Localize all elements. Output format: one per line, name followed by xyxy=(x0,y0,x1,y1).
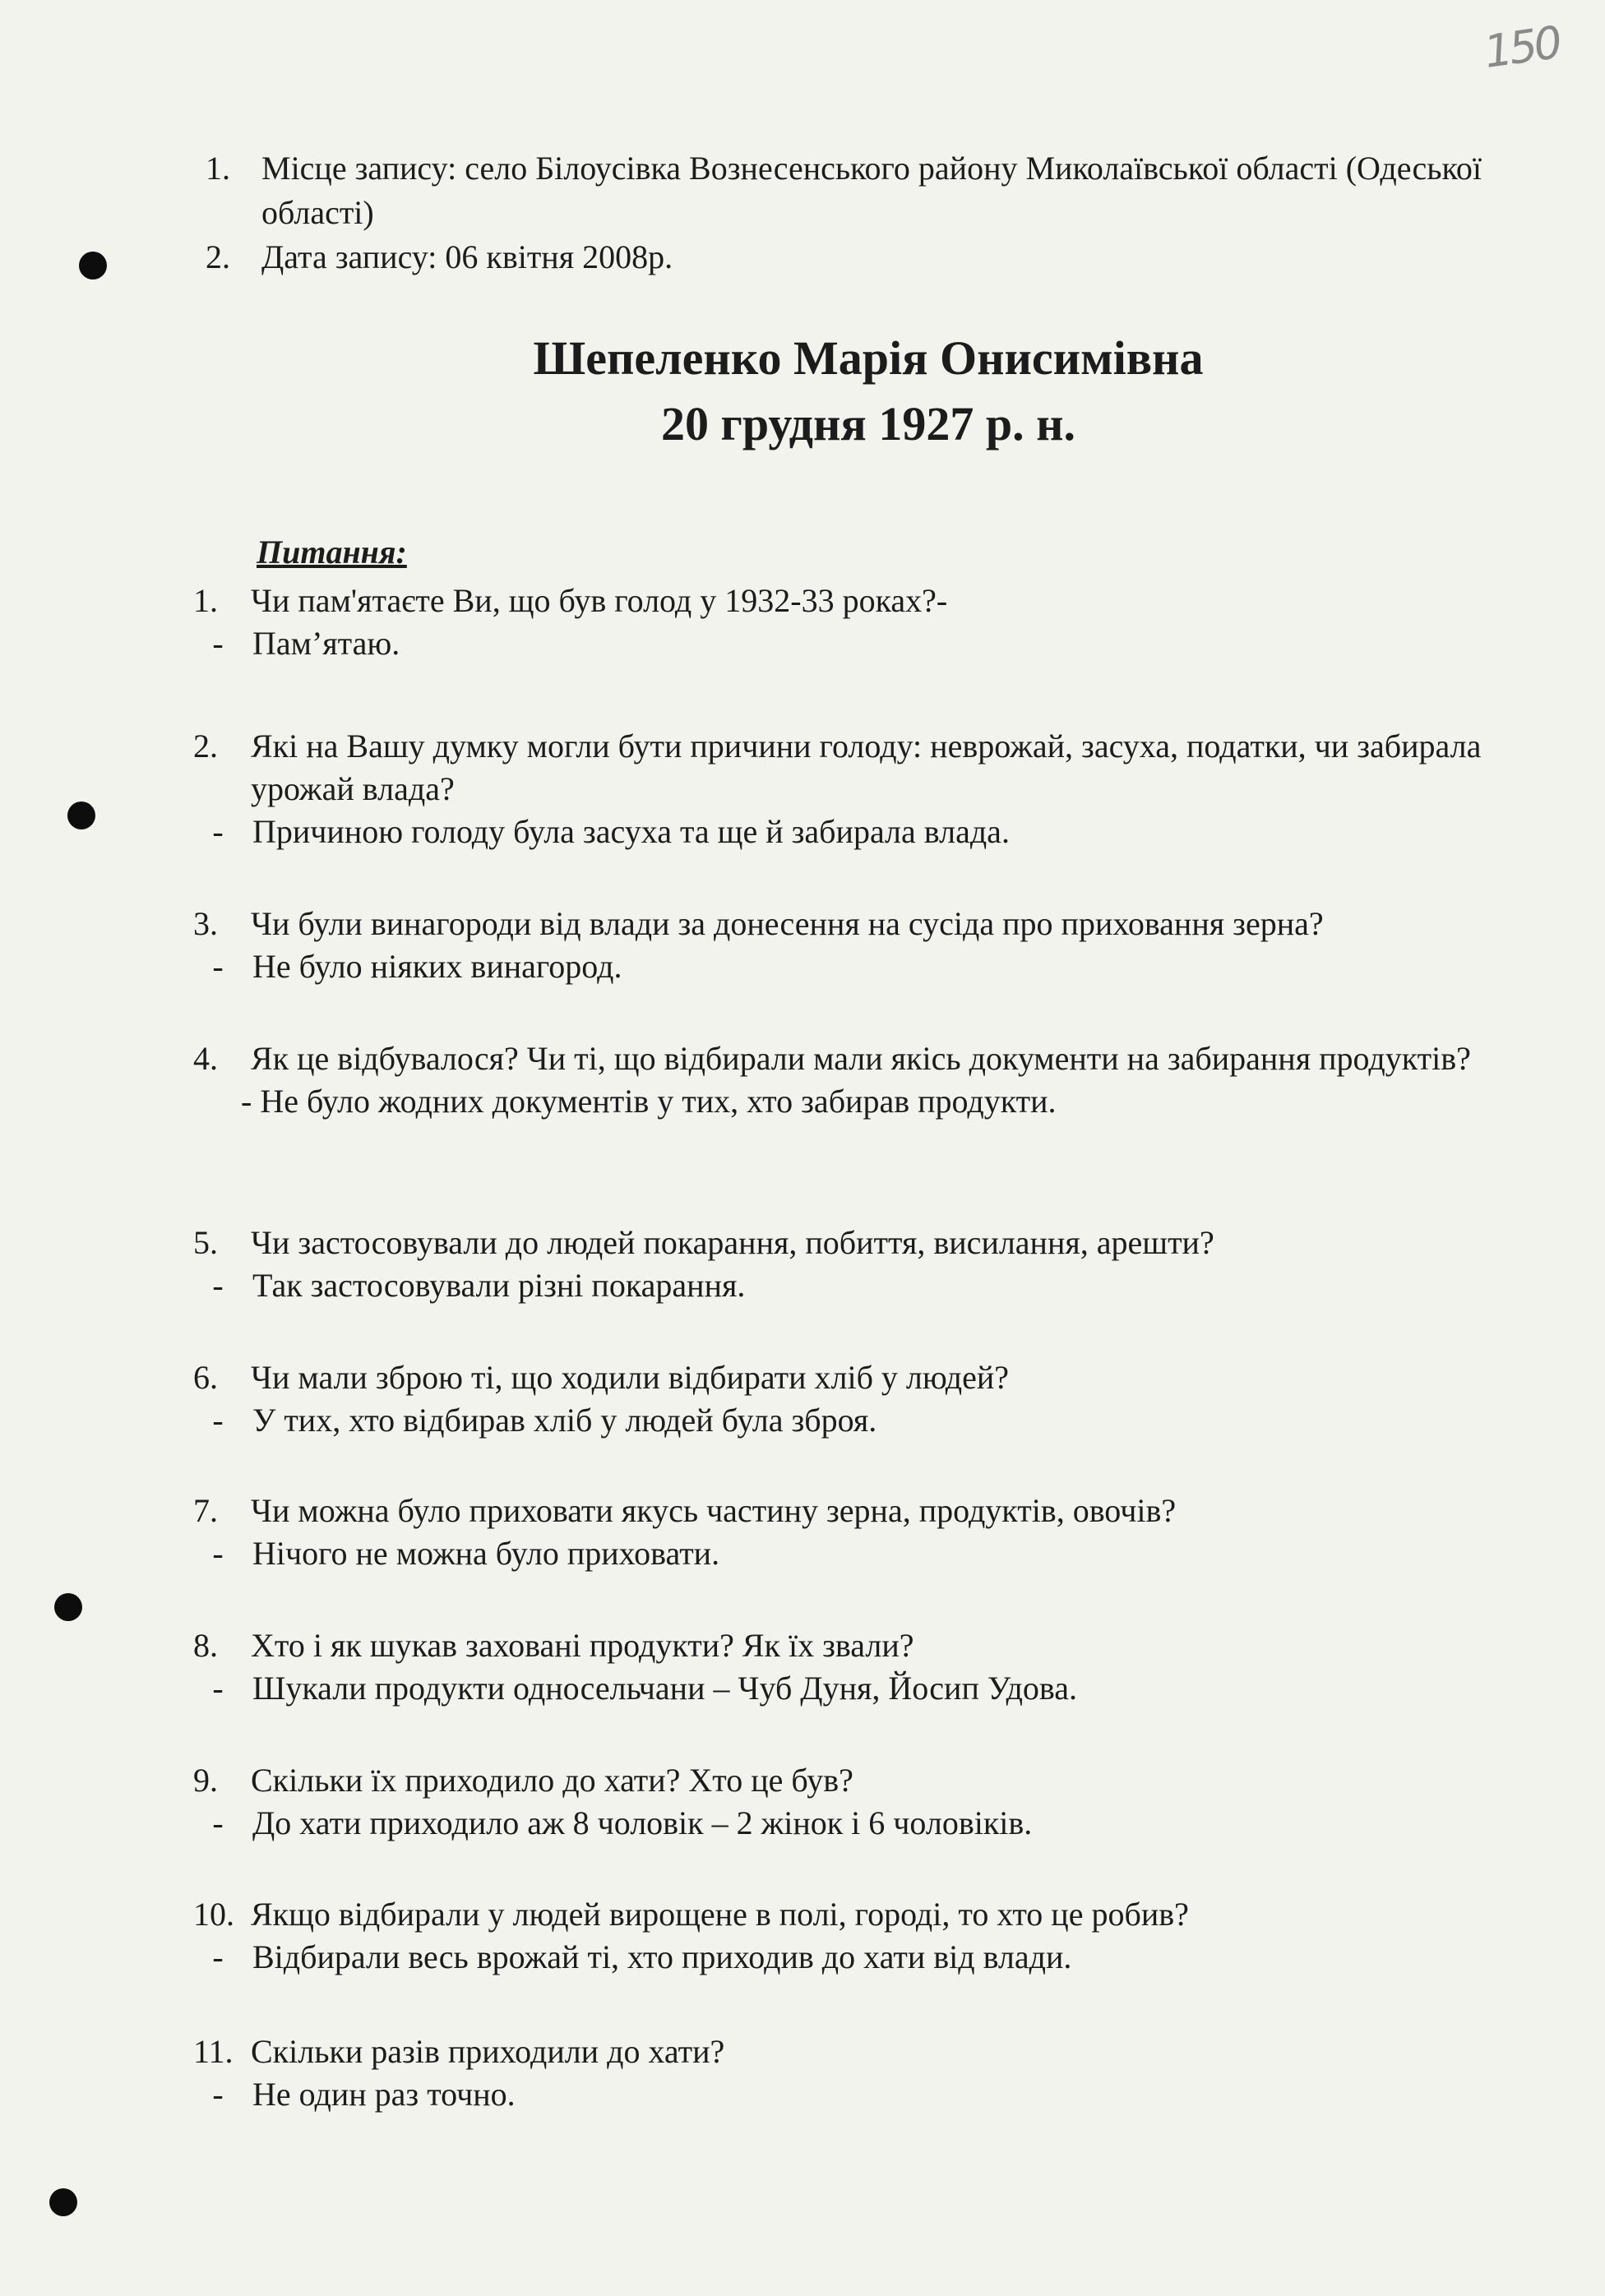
answer xyxy=(193,1802,1591,1845)
metadata-text: Місце запису: село Білоусівка Вознесенського району Миколаївської області (Одеської області) xyxy=(261,150,1482,231)
question-text: Чи можна було приховати якусь частину зерна, продуктів, овочів? xyxy=(251,1492,1177,1529)
qa-block xyxy=(193,1759,1591,1845)
question-text: Чи пам'ятаєте Ви, що був голод у 1932-33 роках?- xyxy=(251,582,948,619)
punch-hole xyxy=(79,252,107,279)
qa-block xyxy=(193,1222,1591,1307)
answer-text: Шукали продукти односельчани – Чуб Дуня, Йосип Удова. xyxy=(252,1670,1078,1707)
answer-dash: - xyxy=(212,948,224,985)
question xyxy=(193,1037,1591,1080)
question-number: 2. xyxy=(193,728,218,765)
answer-dash: - xyxy=(212,1535,224,1572)
question-number: 11. xyxy=(193,2033,234,2070)
answer xyxy=(193,1399,1591,1442)
answer-text: Причиною голоду була засуха та ще й забирала влада. xyxy=(252,813,1010,850)
qa-block xyxy=(193,1037,1591,1123)
question xyxy=(193,1759,1591,1802)
question-text: Чи застосовували до людей покарання, побиття, висилання, арешти? xyxy=(251,1224,1214,1261)
metadata-date xyxy=(206,235,1570,279)
metadata-number: 1. xyxy=(206,150,230,187)
metadata-number: 2. xyxy=(206,238,230,275)
question xyxy=(193,725,1591,811)
answer-dash: - xyxy=(212,1804,224,1841)
question-number: 7. xyxy=(193,1492,218,1529)
question-number: 5. xyxy=(193,1224,218,1261)
question-number: 4. xyxy=(193,1040,218,1077)
handwritten-page-number: 150 xyxy=(1480,16,1562,79)
qa-block xyxy=(193,903,1591,988)
answer-dash: - xyxy=(212,813,224,850)
person-name: Шепеленко Марія Онисимівна xyxy=(533,331,1204,385)
question-text: Скільки разів приходили до хати? xyxy=(251,2033,725,2070)
answer-text: - Не було жодних документів у тих, хто забирав продукти. xyxy=(241,1083,1057,1120)
qa-block xyxy=(193,1893,1591,1979)
question-text: Хто і як шукав заховані продукти? Як їх звали? xyxy=(251,1627,914,1664)
question xyxy=(193,1356,1591,1399)
question-text: Як це відбувалося? Чи ті, що відбирали мали якісь документи на забирання продуктів? xyxy=(251,1040,1471,1077)
answer xyxy=(193,1080,1591,1123)
qa-block xyxy=(193,1356,1591,1442)
answer-text: Відбирали весь врожай ті, хто приходив до хати від влади. xyxy=(252,1938,1072,1975)
answer-text: Не було ніяких винагород. xyxy=(252,948,622,985)
qa-block xyxy=(193,2030,1591,2116)
question-text: Скільки їх приходило до хати? Хто це був? xyxy=(251,1762,853,1799)
questions-heading: Питання: xyxy=(257,534,407,571)
answer-text: Нічого не можна було приховати. xyxy=(252,1535,720,1572)
answer xyxy=(193,1936,1591,1979)
answer-dash: - xyxy=(212,1938,224,1975)
question-text: Чи мали зброю ті, що ходили відбирати хліб у людей? xyxy=(251,1359,1010,1396)
punch-hole xyxy=(67,802,95,829)
qa-block xyxy=(193,725,1591,853)
answer xyxy=(193,1264,1591,1307)
question-number: 9. xyxy=(193,1762,218,1799)
answer-dash: - xyxy=(212,2076,224,2113)
question xyxy=(193,580,1591,622)
answer-dash: - xyxy=(212,1670,224,1707)
answer xyxy=(193,2073,1591,2116)
question xyxy=(193,1893,1591,1936)
question-text: Які на Вашу думку могли бути причини голоду: неврожай, засуха, податки, чи забирала урожай влада? xyxy=(251,728,1482,807)
record-metadata xyxy=(206,146,1570,279)
document-title xyxy=(0,326,1605,457)
answer xyxy=(193,1667,1591,1710)
question-text: Чи були винагороди від влади за донесення на сусіда про приховання зерна? xyxy=(251,905,1324,942)
answer-text: Не один раз точно. xyxy=(252,2076,516,2113)
question xyxy=(193,1222,1591,1264)
question xyxy=(193,2030,1591,2073)
answer xyxy=(193,945,1591,988)
answer xyxy=(193,1532,1591,1575)
question-number: 8. xyxy=(193,1627,218,1664)
answer xyxy=(193,622,1591,665)
qa-block xyxy=(193,1624,1591,1710)
answer-text: У тих, хто відбирав хліб у людей була зброя. xyxy=(252,1402,877,1439)
answer-dash: - xyxy=(212,1267,224,1304)
answer-dash: - xyxy=(212,625,224,662)
question xyxy=(193,903,1591,945)
answer-dash: - xyxy=(212,1402,224,1439)
question-number: 10. xyxy=(193,1896,234,1933)
question-number: 6. xyxy=(193,1359,218,1396)
answer-text: Пам’ятаю. xyxy=(252,625,400,662)
qa-block xyxy=(193,1490,1591,1575)
question xyxy=(193,1624,1591,1667)
birth-date: 20 грудня 1927 р. н. xyxy=(661,397,1075,450)
punch-hole xyxy=(49,2188,77,2216)
question-text: Якщо відбирали у людей вирощене в полі, городі, то хто це робив? xyxy=(251,1896,1189,1933)
qa-block xyxy=(193,580,1591,665)
answer-text: До хати приходило аж 8 чоловік – 2 жінок і 6 чоловіків. xyxy=(252,1804,1033,1841)
answer-text: Так застосовували різні покарання. xyxy=(252,1267,746,1304)
answer xyxy=(193,811,1591,853)
question-number: 1. xyxy=(193,582,218,619)
punch-hole xyxy=(54,1593,82,1621)
question-number: 3. xyxy=(193,905,218,942)
metadata-text: Дата запису: 06 квітня 2008р. xyxy=(261,238,673,275)
metadata-place xyxy=(206,146,1570,235)
question xyxy=(193,1490,1591,1532)
